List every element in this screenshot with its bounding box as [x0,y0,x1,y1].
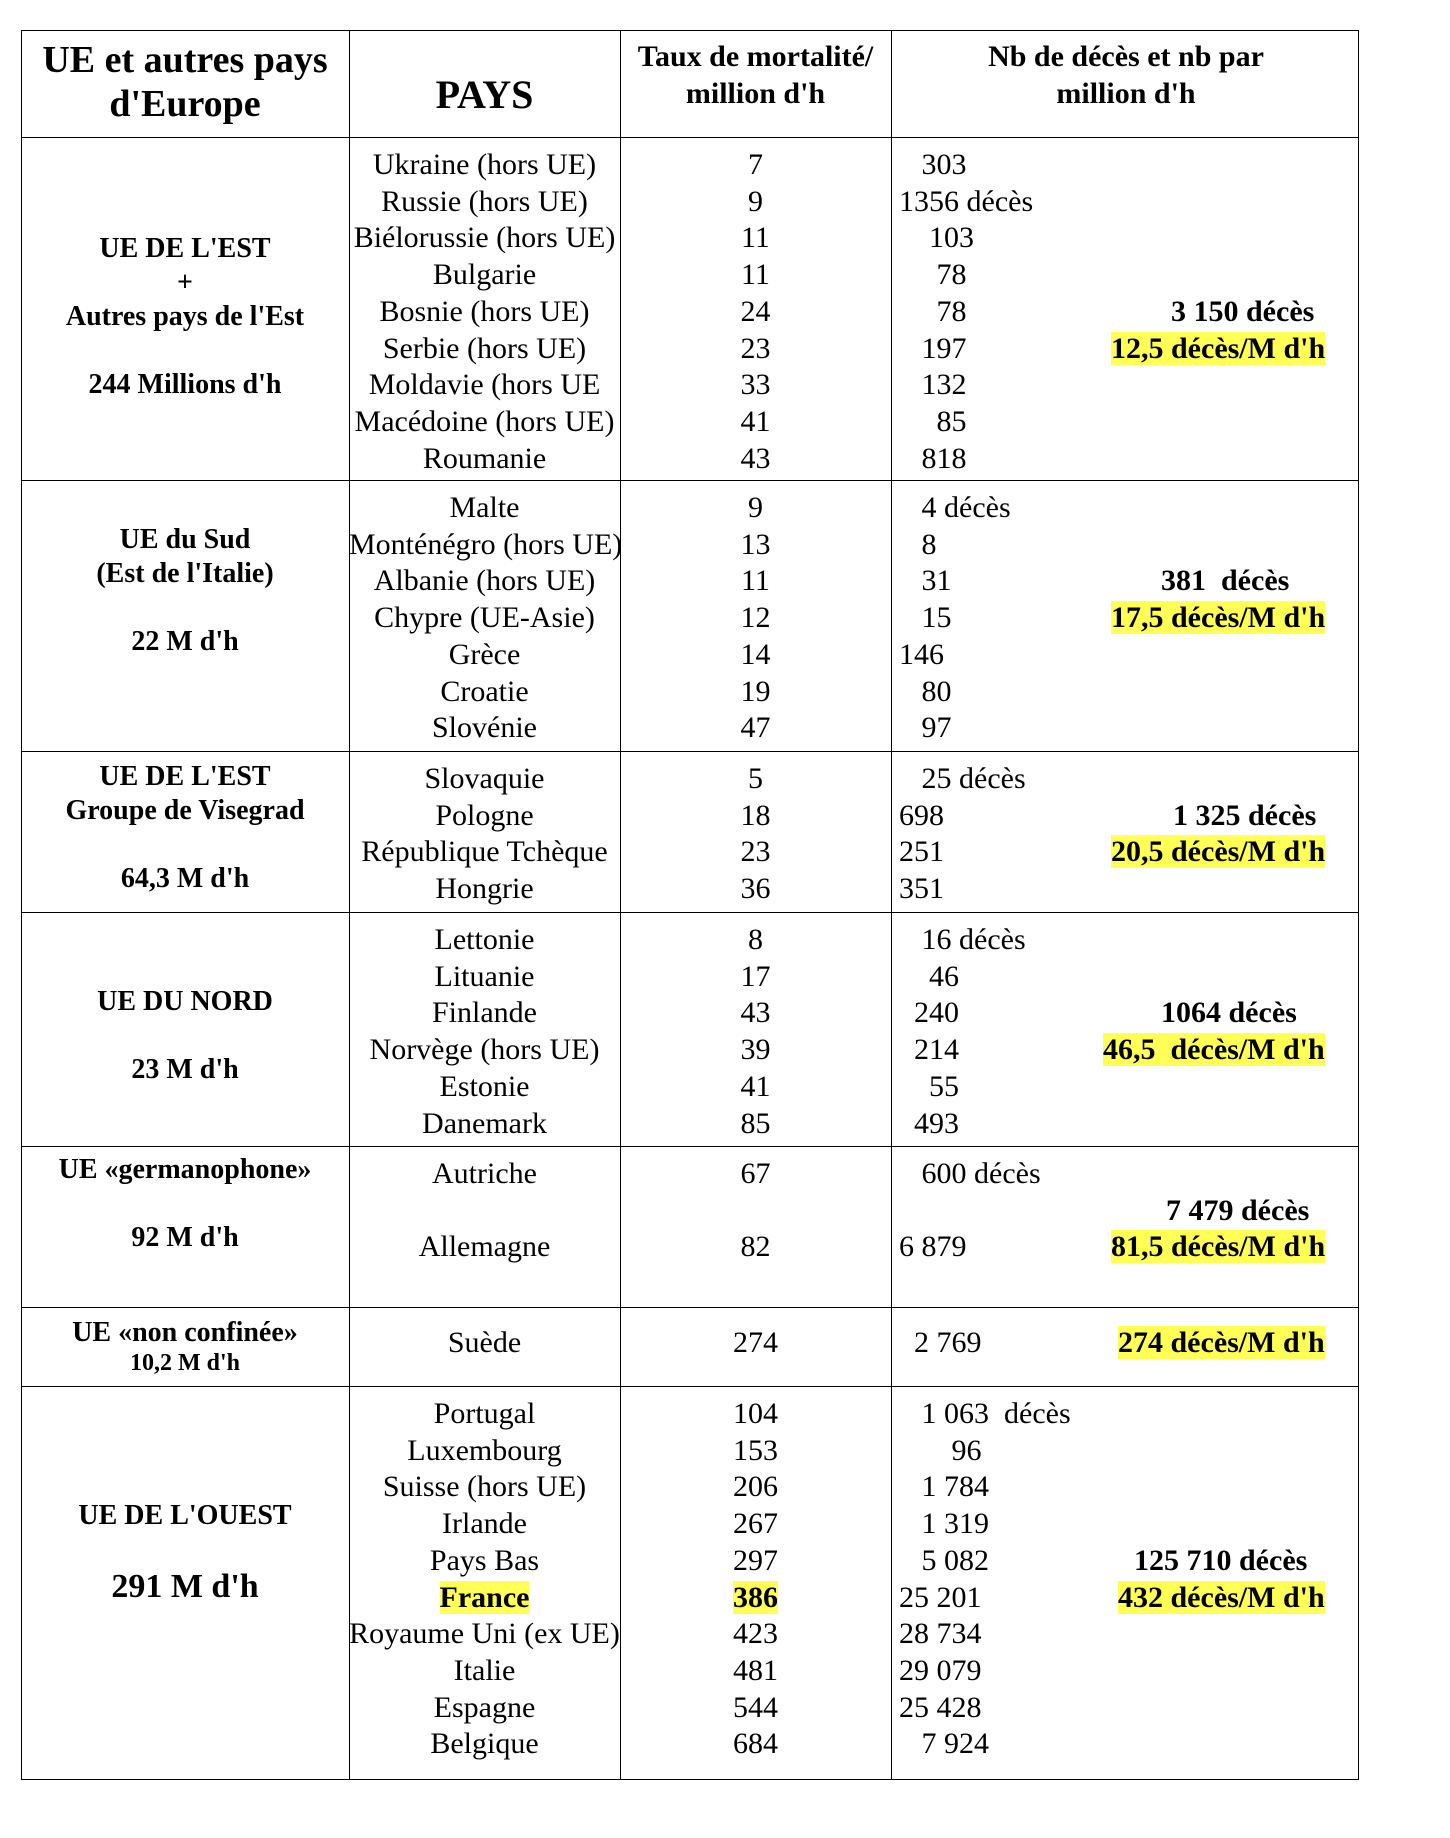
region-label-line: + [177,267,193,298]
table-row [21,1192,1359,1229]
country-name: Luxembourg [407,1433,562,1467]
region-label-line: 64,3 M d'h [120,863,250,894]
death-count: 600 décès [899,1157,1041,1190]
country-name: Macédoine (hors UE) [354,404,615,438]
mortality-rate: 423 [733,1617,778,1651]
table-row [21,146,1359,183]
table-row [21,994,1359,1031]
country-name: Portugal [433,1397,536,1430]
death-count: 103 [899,221,974,255]
mortality-rate: 11 [741,221,770,255]
country-name: Biélorussie (hors UE) [353,221,616,255]
table-row [21,958,1359,995]
group-deaths-per-million [1118,1579,1325,1616]
table-row [21,1432,1359,1469]
death-count: 351 [899,872,944,906]
table-row [21,1505,1359,1542]
region-label-line: UE DU NORD [97,986,273,1017]
table-row [21,921,1359,958]
region-label-line: UE DE L'OUEST [78,1500,292,1531]
mortality-rate: 43 [740,996,771,1030]
region-label-line: 22 M d'h [131,626,239,657]
country-name: Chypre (UE-Asie) [374,601,595,635]
mortality-rate: 104 [733,1397,778,1430]
country-name [349,1579,620,1616]
country-name: Suisse (hors UE) [382,1470,587,1504]
table-row [21,1105,1359,1142]
table-row [21,183,1359,220]
region-label-line: UE DE L'EST [99,761,271,792]
death-count: 46 [899,959,959,993]
highlight-marker: 12,5 décès/M d'h [1111,331,1326,365]
country-name: Malte [449,491,520,524]
death-count: 146 [899,637,944,671]
country-name: Hongrie [435,872,534,906]
death-count: 4 décès [899,491,1011,524]
death-count: 5 082 [899,1543,989,1577]
group-deaths-per-million [1111,330,1325,367]
mortality-rate: 67 [740,1157,771,1190]
table-row [21,1068,1359,1105]
mortality-rate [620,1192,891,1229]
death-count: 6 879 [899,1230,967,1264]
mortality-rate: 153 [733,1433,778,1467]
death-count: 303 [899,148,967,181]
death-count: 240 [899,996,959,1030]
mortality-rate: 23 [740,331,771,365]
table-row [21,870,1359,907]
mortality-rate: 41 [740,404,771,438]
country-name: Belgique [430,1727,539,1761]
group-total-deaths: 1 325 décès [1173,798,1317,832]
region-label-line: 244 Millions d'h [88,369,282,400]
death-count: 251 [899,835,944,869]
mortality-rate: 297 [733,1543,778,1577]
region-label-line: (Est de l'Italie) [96,558,274,589]
region-label-line: 23 M d'h [131,1054,239,1085]
group-total-deaths: 3 150 décès [1171,294,1315,328]
table-row [21,366,1359,403]
mortality-rate: 12 [740,601,771,635]
region-label-line: UE «germanophone» [58,1154,312,1185]
region-label-line: 10,2 M d'h [129,1350,240,1376]
table-row [21,1615,1359,1652]
death-count: 78 [899,294,967,328]
death-count: 85 [899,404,967,438]
country-name: Slovaquie [424,762,545,795]
country-name: Norvège (hors UE) [369,1033,600,1067]
row-divider [21,480,1359,481]
death-count: 25 428 [899,1690,982,1724]
country-name: Bulgarie [432,258,537,292]
country-name: Monténégro (hors UE) [349,527,623,561]
mortality-rate: 43 [740,441,771,475]
death-count: 493 [899,1106,959,1140]
country-name: Bosnie (hors UE) [379,294,590,328]
group-total-deaths: 381 décès [1161,564,1290,598]
mortality-rate: 14 [740,637,771,671]
mortality-rate: 481 [733,1653,778,1687]
mortality-rate: 8 [748,923,763,956]
table-row [21,1395,1359,1432]
region-label-line: UE du Sud [119,524,251,555]
death-count: 96 [899,1433,982,1467]
header-divider [21,137,1359,138]
death-count: 78 [899,258,967,292]
group-deaths-per-million [1111,1228,1325,1265]
region-label-line: Autres pays de l'Est [65,301,305,332]
country-name: Serbie (hors UE) [382,331,587,365]
death-count: 80 [899,674,952,708]
mortality-rate: 5 [748,762,763,795]
death-count: 55 [899,1069,959,1103]
row-divider [21,1386,1359,1387]
country-name: Suède [447,1326,522,1359]
mortality-rate: 24 [740,294,771,328]
mortality-rate: 9 [748,491,763,524]
table-row [21,219,1359,256]
table-row [21,562,1359,599]
country-name: Roumanie [422,441,547,475]
highlighted-country: France [439,1580,530,1614]
group-total-deaths: 7 479 décès [1166,1193,1310,1227]
death-count: 97 [899,711,952,745]
mortality-rate [620,1579,891,1616]
country-name: Royaume Uni (ex UE) [349,1617,620,1651]
mortality-rate: 23 [740,835,771,869]
country-name: Croatie [440,674,529,708]
table-row [21,1468,1359,1505]
death-count: 698 [899,798,944,832]
highlight-marker: 17,5 décès/M d'h [1111,601,1326,635]
group-deaths-per-million [1103,1031,1325,1068]
table-row [21,1652,1359,1689]
table-row [21,1689,1359,1726]
death-count: 29 079 [899,1653,982,1687]
header-deaths: Nb de décès et nb par million d'h [988,40,1264,110]
highlighted-rate: 386 [733,1580,778,1614]
country-name: Russie (hors UE) [381,184,588,218]
mortality-rate: 41 [740,1069,771,1103]
table-row [21,1155,1359,1192]
table-row [21,440,1359,477]
table-row [21,526,1359,563]
mortality-rate: 39 [740,1033,771,1067]
region-label-line: UE DE L'EST [99,233,271,264]
mortality-rate: 82 [740,1230,771,1264]
death-count: 15 [899,601,952,635]
death-count: 25 décès [899,762,1026,795]
country-name [349,1192,620,1229]
header-region: UE et autres pays d'Europe [42,39,328,125]
mortality-table [21,30,1359,1780]
country-name: République Tchèque [361,835,608,869]
country-name: Danemark [422,1106,547,1140]
row-divider [21,912,1359,913]
header-country: PAYS [435,72,534,117]
death-count: 214 [899,1033,959,1067]
death-count: 1 063 décès [899,1397,1071,1430]
death-count: 31 [899,564,952,598]
country-name: Autriche [432,1157,537,1190]
region-label-line: UE «non confinée» [72,1317,298,1348]
death-count: 25 201 [899,1580,982,1614]
table-border-bottom [21,1779,1359,1780]
mortality-rate: 17 [740,959,771,993]
death-count: 2 769 [899,1326,982,1359]
country-name: Pays Bas [429,1543,540,1577]
group-deaths-per-million [1118,1324,1325,1361]
country-name: Espagne [433,1690,536,1724]
country-name: Pologne [435,798,534,832]
mortality-rate: 85 [740,1106,771,1140]
country-name: Slovénie [432,711,537,745]
mortality-rate: 47 [740,711,771,745]
country-name: Allemagne [418,1230,551,1264]
mortality-rate: 544 [733,1690,778,1724]
group-deaths-per-million [1111,599,1325,636]
mortality-rate: 9 [748,184,763,218]
death-count: 1 784 [899,1470,989,1504]
country-name: Italie [453,1653,516,1687]
table-row [21,797,1359,834]
country-name: Albanie (hors UE) [373,564,596,598]
death-count: 1 319 [899,1507,989,1541]
table-row [21,636,1359,673]
group-total-deaths: 125 710 décès [1134,1543,1308,1577]
region-label-line: Groupe de Visegrad [65,795,305,826]
mortality-rate: 11 [741,258,770,292]
header-mortality-rate: Taux de mortalité/ million d'h [637,40,874,110]
table-row [21,1725,1359,1762]
region-label-line: 92 M d'h [131,1222,239,1253]
table-row [21,256,1359,293]
death-count: 818 [899,441,967,475]
country-name: Ukraine (hors UE) [372,148,597,181]
death-count: 132 [899,368,967,402]
highlight-marker: 81,5 décès/M d'h [1111,1230,1326,1264]
table-border-top [21,30,1359,31]
death-count: 197 [899,331,967,365]
mortality-rate: 11 [741,564,770,598]
table-row [21,489,1359,526]
table-row [21,403,1359,440]
mortality-rate: 33 [740,368,771,402]
mortality-rate: 274 [733,1326,778,1359]
death-count: 16 décès [899,923,1026,956]
highlight-marker: 432 décès/M d'h [1118,1580,1325,1614]
table-row [21,293,1359,330]
region-label-line: 291 M d'h [111,1568,259,1605]
country-name: Lituanie [434,959,535,993]
death-count: 1356 décès [899,184,1034,218]
table-row [21,760,1359,797]
country-name: Irlande [442,1507,527,1541]
group-deaths-per-million [1111,833,1325,870]
table-row [21,673,1359,710]
table-row [21,709,1359,746]
country-name: Lettonie [434,923,535,956]
death-count: 28 734 [899,1617,982,1651]
highlight-marker: 274 décès/M d'h [1118,1326,1325,1359]
mortality-rate: 18 [740,798,771,832]
mortality-rate: 684 [733,1727,778,1761]
mortality-rate: 206 [733,1470,778,1504]
mortality-rate: 267 [733,1507,778,1541]
mortality-rate: 19 [740,674,771,708]
mortality-rate: 7 [748,148,763,181]
row-divider [21,1307,1359,1308]
mortality-rate: 13 [740,527,771,561]
row-divider [21,1146,1359,1147]
row-divider [21,751,1359,752]
country-name: Finlande [432,996,537,1030]
death-count: 7 924 [899,1727,989,1761]
highlight-marker: 20,5 décès/M d'h [1111,835,1326,869]
country-name: Estonie [439,1069,530,1103]
country-name: Grèce [448,637,521,671]
highlight-marker: 46,5 décès/M d'h [1103,1033,1325,1067]
death-count: 8 [899,527,937,561]
country-name: Moldavie (hors UE [368,368,601,402]
group-total-deaths: 1064 décès [1161,996,1297,1030]
mortality-rate: 36 [740,872,771,906]
